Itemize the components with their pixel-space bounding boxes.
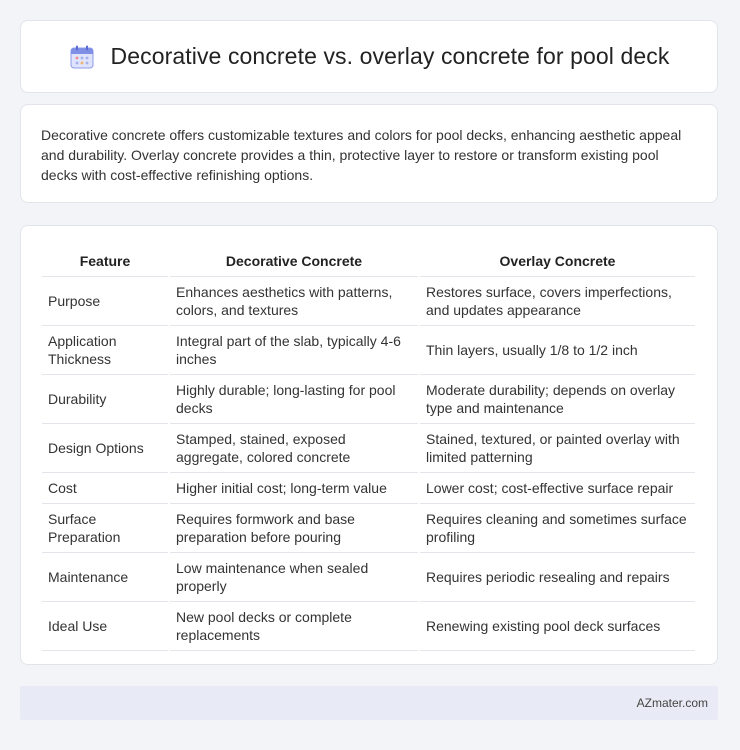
decorative-cell: Enhances aesthetics with patterns, colors, and textures [170, 277, 418, 326]
overlay-cell: Moderate durability; depends on overlay type and maintenance [420, 375, 695, 424]
decorative-cell: Integral part of the slab, typically 4-6 inches [170, 326, 418, 375]
feature-cell: Cost [42, 473, 168, 504]
table-row [42, 553, 695, 602]
table-row [42, 602, 695, 651]
overlay-cell: Restores surface, covers imperfections, and updates appearance [420, 277, 695, 326]
decorative-cell: New pool decks or complete replacements [170, 602, 418, 651]
decorative-cell: Requires formwork and base preparation before pouring [170, 504, 418, 553]
column-header-feature: Feature [42, 246, 168, 277]
feature-cell: Ideal Use [42, 602, 168, 651]
calendar-icon [69, 44, 95, 70]
table-row [42, 504, 695, 553]
table-row [42, 473, 695, 504]
overlay-cell: Requires cleaning and sometimes surface profiling [420, 504, 695, 553]
decorative-cell: Highly durable; long-lasting for pool decks [170, 375, 418, 424]
decorative-cell: Stamped, stained, exposed aggregate, colored concrete [170, 424, 418, 473]
summary-card [20, 104, 718, 203]
title-card [20, 20, 718, 93]
comparison-table [40, 246, 697, 651]
page-title: Decorative concrete vs. overlay concrete for pool deck [110, 43, 670, 69]
overlay-cell: Thin layers, usually 1/8 to 1/2 inch [420, 326, 695, 375]
overlay-cell: Lower cost; cost-effective surface repair [420, 473, 695, 504]
column-header-overlay: Overlay Concrete [420, 246, 695, 277]
decorative-cell: Higher initial cost; long-term value [170, 473, 418, 504]
overlay-cell: Stained, textured, or painted overlay with limited patterning [420, 424, 695, 473]
footer [20, 686, 718, 720]
comparison-table-card [20, 225, 718, 665]
feature-cell: Purpose [42, 277, 168, 326]
feature-cell: Application Thickness [42, 326, 168, 375]
table-row [42, 375, 695, 424]
feature-cell: Surface Preparation [42, 504, 168, 553]
table-row [42, 424, 695, 473]
table-row [42, 277, 695, 326]
overlay-cell: Renewing existing pool deck surfaces [420, 602, 695, 651]
overlay-cell: Requires periodic resealing and repairs [420, 553, 695, 602]
feature-cell: Durability [42, 375, 168, 424]
column-header-decorative: Decorative Concrete [170, 246, 418, 277]
decorative-cell: Low maintenance when sealed properly [170, 553, 418, 602]
summary-text: Decorative concrete offers customizable textures and colors for pool decks, enhancing aesthetic appeal and durability. Overlay concrete provides a thin, protective layer to restore or transform existing pool decks with cost-effective refinishing options. [41, 127, 682, 183]
feature-cell: Maintenance [42, 553, 168, 602]
feature-cell: Design Options [42, 424, 168, 473]
table-header-row [42, 246, 695, 277]
footer-brand: AZmater.com [636, 696, 708, 710]
table-row [42, 326, 695, 375]
